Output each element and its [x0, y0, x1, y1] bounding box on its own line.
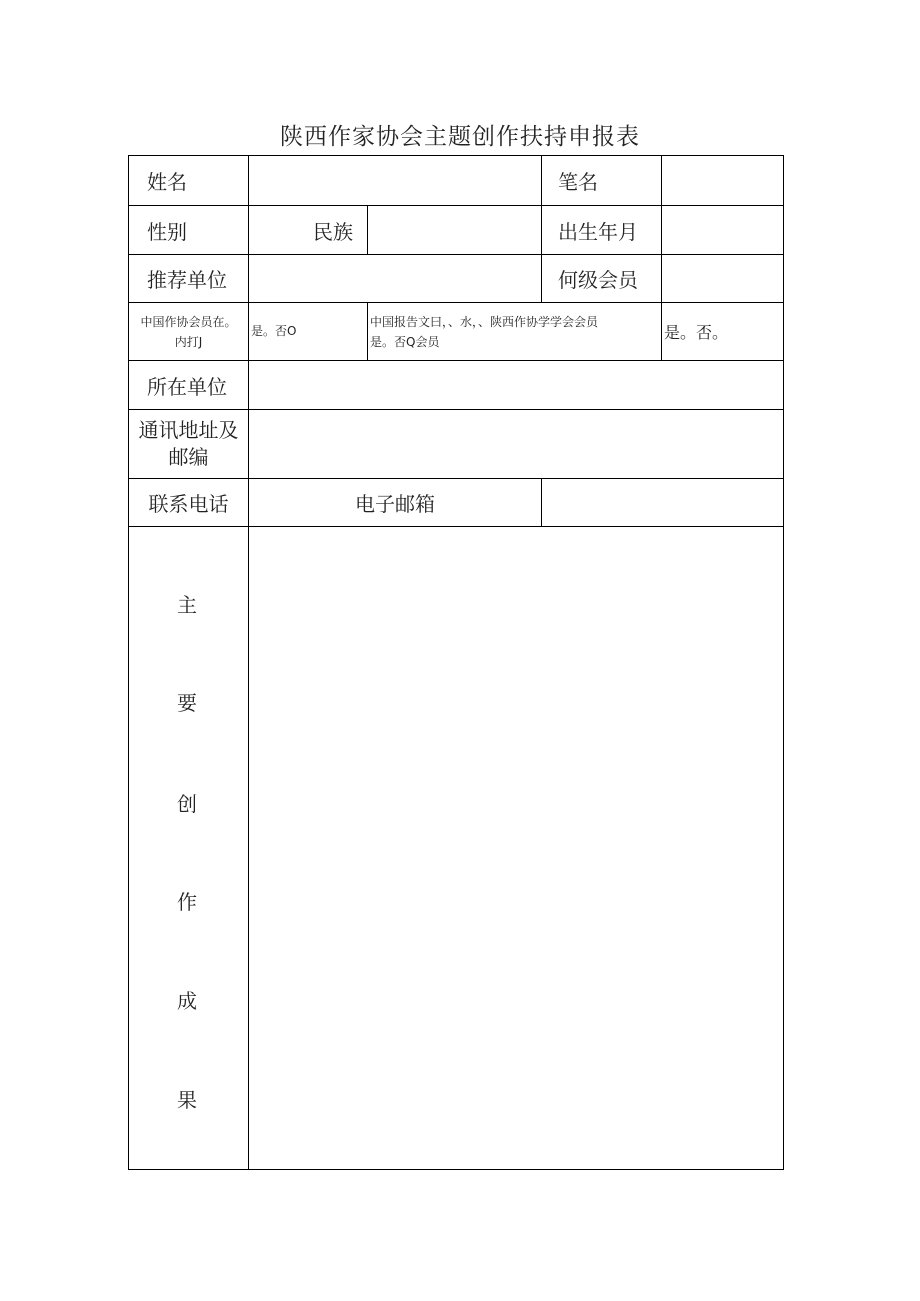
recommender-field[interactable]	[248, 254, 542, 303]
achievements-char-3: 创	[177, 792, 197, 816]
workplace-label: 所在单位	[128, 360, 249, 410]
address-label	[128, 409, 249, 479]
gender-label: 性别	[128, 205, 249, 255]
report-member-label-line1: 中国报告文曰，、水，、陕西作协学学会会员	[370, 314, 599, 329]
member-level-label: 何级会员	[541, 254, 662, 303]
phone-label: 联系电话	[128, 478, 249, 527]
report-member-label-line2: 是。否Q会员	[370, 334, 440, 349]
address-field[interactable]	[248, 409, 784, 479]
cwa-member-label	[128, 302, 249, 361]
ethnicity-field[interactable]	[367, 205, 542, 255]
email-field[interactable]	[541, 478, 784, 527]
achievements-char-2: 要	[177, 691, 197, 715]
name-field[interactable]	[248, 155, 542, 206]
cwa-member-label-line1: 中国作协会员在。	[140, 314, 237, 329]
address-label-line2: 邮编	[168, 445, 209, 469]
pen-name-label: 笔名	[541, 155, 662, 206]
achievements-char-1: 主	[177, 593, 197, 617]
member-level-field[interactable]	[661, 254, 784, 303]
name-label: 姓名	[128, 155, 249, 206]
ethnicity-label: 民族	[248, 205, 368, 255]
pen-name-field[interactable]	[661, 155, 784, 206]
report-member-label	[367, 302, 662, 361]
achievements-label	[128, 526, 249, 1170]
email-label: 电子邮箱	[248, 478, 542, 527]
workplace-field[interactable]	[248, 360, 784, 410]
birth-field[interactable]	[661, 205, 784, 255]
achievements-char-4: 作	[177, 890, 197, 914]
achievements-char-6: 果	[177, 1088, 197, 1112]
report-member-options[interactable]: 是。否。	[661, 302, 784, 361]
form-title: 陕西作家协会主题创作扶持申报表	[280, 124, 640, 150]
cwa-member-label-line2: 内打J	[174, 334, 203, 349]
address-label-line1: 通讯地址及	[138, 418, 239, 442]
cwa-member-options[interactable]: 是。否O	[248, 302, 368, 361]
recommender-label: 推荐单位	[128, 254, 249, 303]
birth-label: 出生年月	[541, 205, 662, 255]
application-form	[128, 155, 784, 1170]
achievements-char-5: 成	[177, 989, 197, 1013]
achievements-field[interactable]	[248, 526, 784, 1170]
